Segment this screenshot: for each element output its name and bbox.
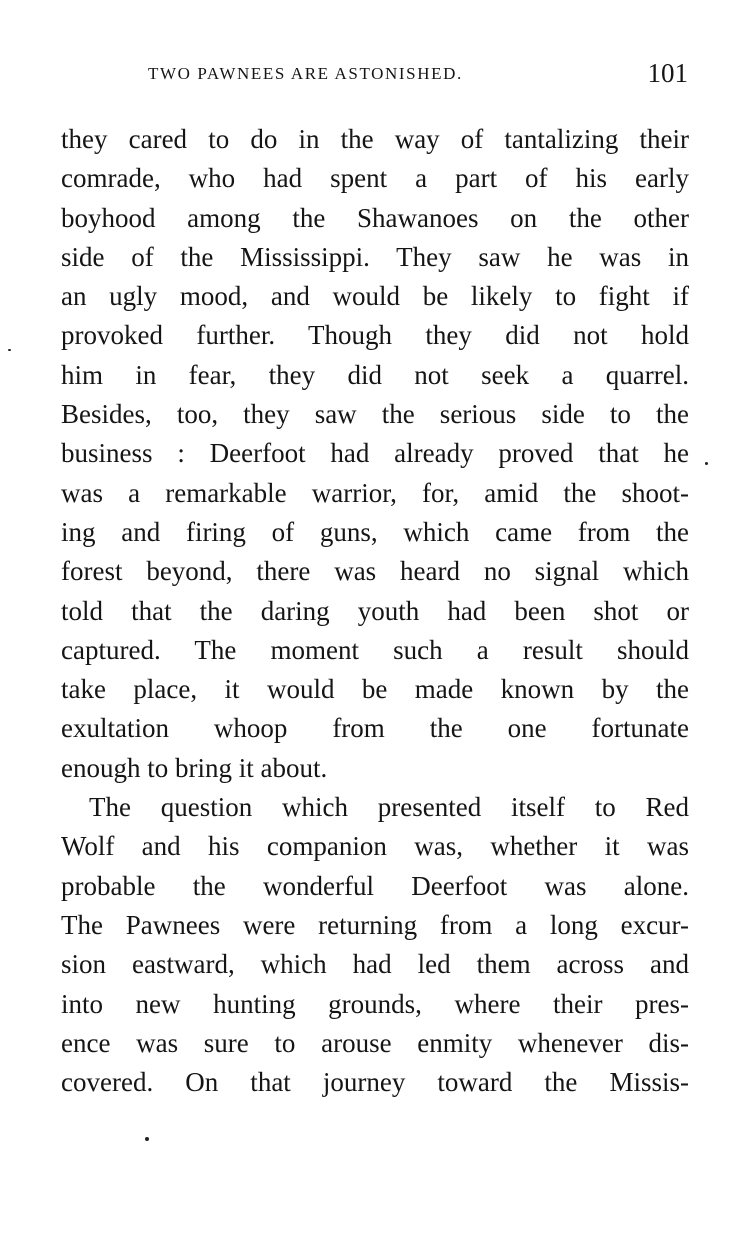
text-line: captured. The moment such a result should <box>61 634 689 665</box>
text-line: take place, it would be made known by the <box>61 674 689 705</box>
text-line: provoked further. Though they did not hold <box>61 320 689 351</box>
text-line: comrade, who had spent a part of his early <box>61 163 689 194</box>
text-line: forest beyond, there was heard no signal which <box>61 556 689 587</box>
text-line: was a remarkable warrior, for, amid the shoot- <box>61 477 689 508</box>
paragraph-2 <box>61 788 689 1102</box>
text-line: covered. On that journey toward the Missis- <box>61 1067 689 1098</box>
text-line: sion eastward, which had led them across and <box>61 949 689 980</box>
text-line: exultation whoop from the one fortunate <box>61 713 689 744</box>
text-line: business : Deerfoot had already proved that he <box>61 438 689 469</box>
text-line: The Pawnees were returning from a long excur- <box>61 909 689 940</box>
text-line: side of the Mississippi. They saw he was in <box>61 241 689 272</box>
text-line: him in fear, they did not seek a quarrel. <box>61 359 689 390</box>
text-line: ing and firing of guns, which came from the <box>61 516 689 547</box>
text-line: told that the daring youth had been shot or <box>61 595 689 626</box>
paragraph-1 <box>61 120 689 788</box>
text-line: probable the wonderful Deerfoot was alone. <box>61 870 689 901</box>
text-line: into new hunting grounds, where their pres- <box>61 988 689 1019</box>
text-line: boyhood among the Shawanoes on the other <box>61 202 689 233</box>
page-number: 101 <box>647 58 688 88</box>
body-text <box>61 120 689 1102</box>
print-speck <box>705 462 708 465</box>
text-line: The question which presented itself to Red <box>89 792 689 823</box>
text-line: they cared to do in the way of tantalizing their <box>61 124 689 154</box>
text-line: an ugly mood, and would be likely to fight if <box>61 281 689 312</box>
text-line: Besides, too, they saw the serious side to the <box>61 399 689 430</box>
running-title: TWO PAWNEES ARE ASTONISHED. <box>148 64 463 83</box>
text-line: enough to bring it about. <box>61 752 328 783</box>
print-speck <box>145 1137 149 1141</box>
running-header <box>148 58 688 90</box>
text-line: ence was sure to arouse enmity whenever dis- <box>61 1027 689 1058</box>
text-line: Wolf and his companion was, whether it was <box>61 831 689 862</box>
print-speck <box>8 349 11 351</box>
